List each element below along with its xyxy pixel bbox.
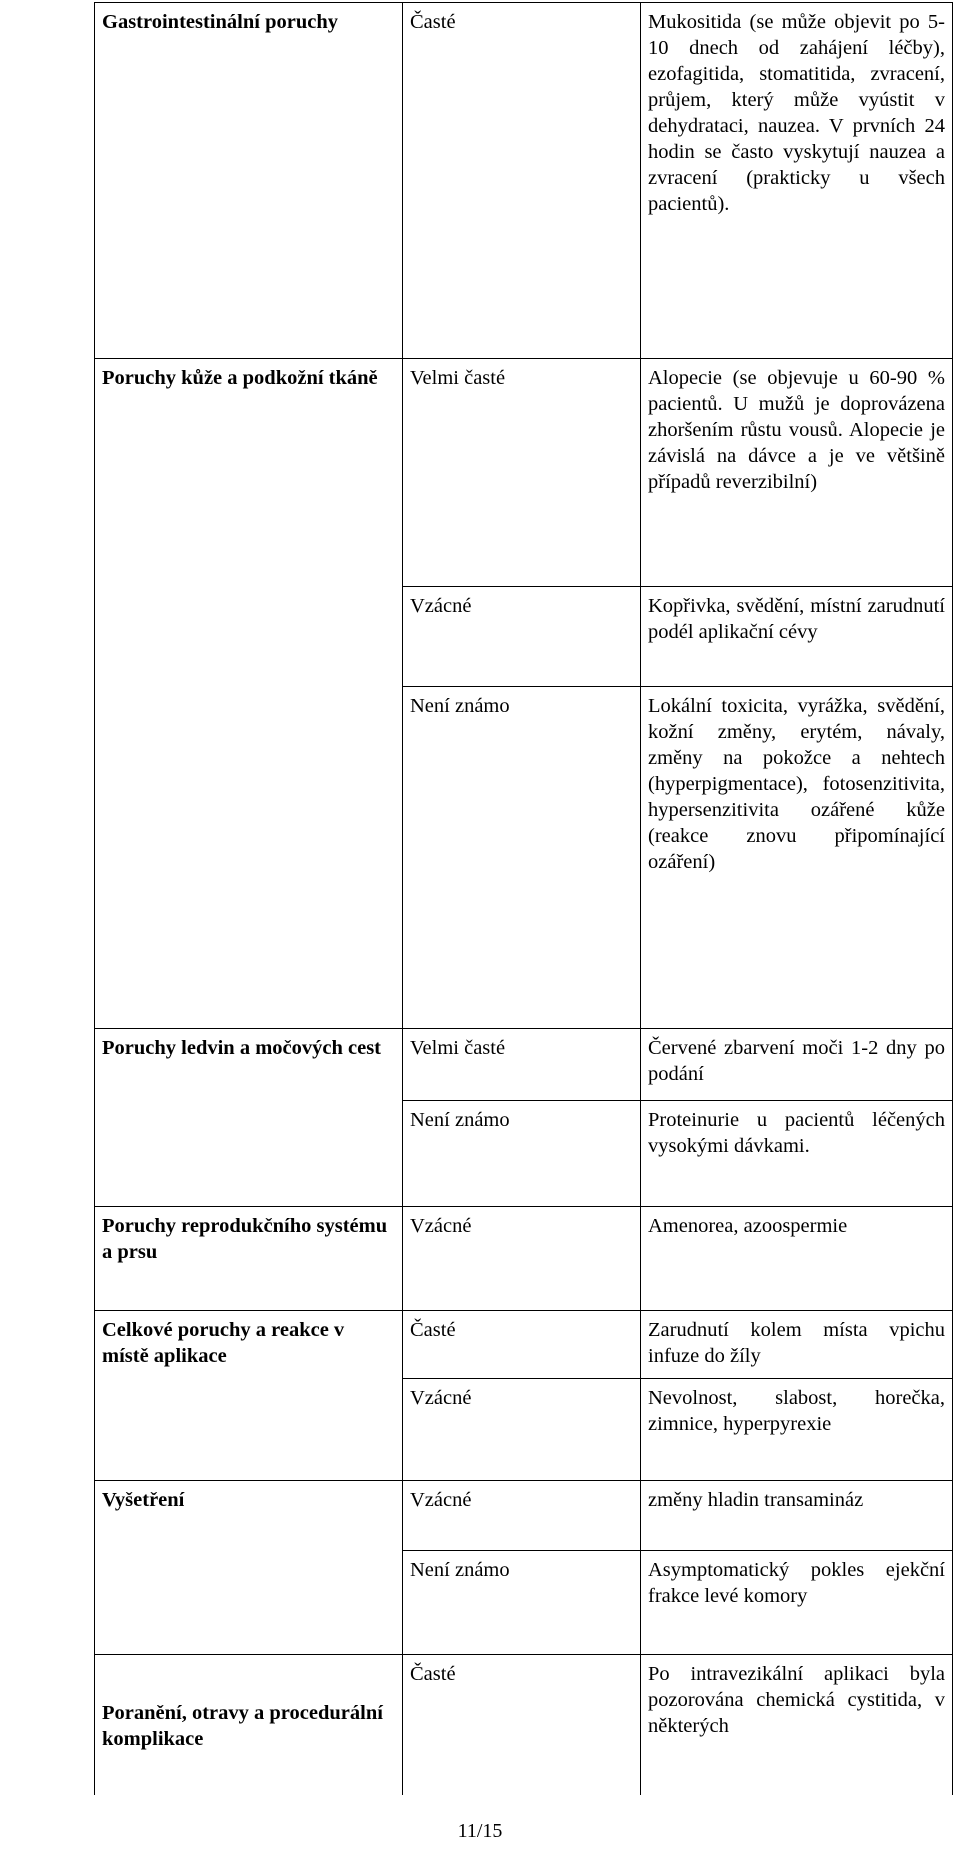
table-row — [95, 3, 953, 359]
frequency-cell: Časté — [403, 1311, 641, 1379]
effect-cell: Nevolnost, slabost, horečka, zimnice, hyperpyrexie — [641, 1379, 953, 1481]
frequency-cell: Časté — [403, 3, 641, 359]
organ-class-cell: Poruchy reprodukčního systému a prsu — [95, 1207, 403, 1311]
effect-cell: Zarudnutí kolem místa vpichu infuze do žíly — [641, 1311, 953, 1379]
effect-cell: Po intravezikální aplikaci byla pozorována chemická cystitida, v některých — [641, 1655, 953, 1795]
organ-class-cell: Poruchy ledvin a močových cest — [95, 1029, 403, 1207]
frequency-cell: Vzácné — [403, 587, 641, 687]
frequency-cell: Není známo — [403, 1551, 641, 1655]
effect-cell: Lokální toxicita, vyrážka, svědění, kožní změny, erytém, návaly, změny na pokožce a nehtech (hyperpigmentace), fotosenzitivita, hypersenzitivita ozářené kůže (reakce znovu připomínající ozáření) — [641, 687, 953, 1029]
table-row — [95, 1207, 953, 1311]
table-row — [95, 359, 953, 587]
frequency-cell: Vzácné — [403, 1379, 641, 1481]
frequency-cell: Vzácné — [403, 1207, 641, 1311]
page-number: 11/15 — [457, 1820, 503, 1842]
organ-class-cell: Vyšetření — [95, 1481, 403, 1655]
effect-cell: Červené zbarvení moči 1-2 dny po podání — [641, 1029, 953, 1101]
table-row — [95, 1311, 953, 1379]
frequency-cell: Velmi časté — [403, 1029, 641, 1101]
frequency-cell: Velmi časté — [403, 359, 641, 587]
frequency-cell: Vzácné — [403, 1481, 641, 1551]
effect-cell: Mukositida (se může objevit po 5-10 dnech od zahájení léčby), ezofagitida, stomatitida, zvracení, průjem, který může vyústit v dehydrataci, nauzea. V prvních 24 hodin se často vyskytují nauzea a zvracení (prakticky u všech pacientů). — [641, 3, 953, 359]
table-row — [95, 1481, 953, 1551]
frequency-cell: Není známo — [403, 1101, 641, 1207]
organ-class-cell: Poranění, otravy a procedurální komplikace — [95, 1655, 403, 1795]
organ-class-cell: Poruchy kůže a podkožní tkáně — [95, 359, 403, 1029]
adverse-effects-table — [94, 2, 953, 1795]
table-row — [95, 1029, 953, 1101]
effect-cell: Asymptomatický pokles ejekční frakce levé komory — [641, 1551, 953, 1655]
organ-class-cell: Celkové poruchy a reakce v místě aplikace — [95, 1311, 403, 1481]
frequency-cell: Časté — [403, 1655, 641, 1795]
effect-cell: Proteinurie u pacientů léčených vysokými dávkami. — [641, 1101, 953, 1207]
effect-cell: Alopecie (se objevuje u 60-90 % pacientů. U mužů je doprovázena zhoršením růstu vousů. Alopecie je závislá na dávce a je ve většině případů reverzibilní) — [641, 359, 953, 587]
organ-class-cell: Gastrointestinální poruchy — [95, 3, 403, 359]
effect-cell: Kopřivka, svědění, místní zarudnutí podél aplikační cévy — [641, 587, 953, 687]
frequency-cell: Není známo — [403, 687, 641, 1029]
table-row — [95, 1655, 953, 1795]
effect-cell: změny hladin transamináz — [641, 1481, 953, 1551]
effect-cell: Amenorea, azoospermie — [641, 1207, 953, 1311]
